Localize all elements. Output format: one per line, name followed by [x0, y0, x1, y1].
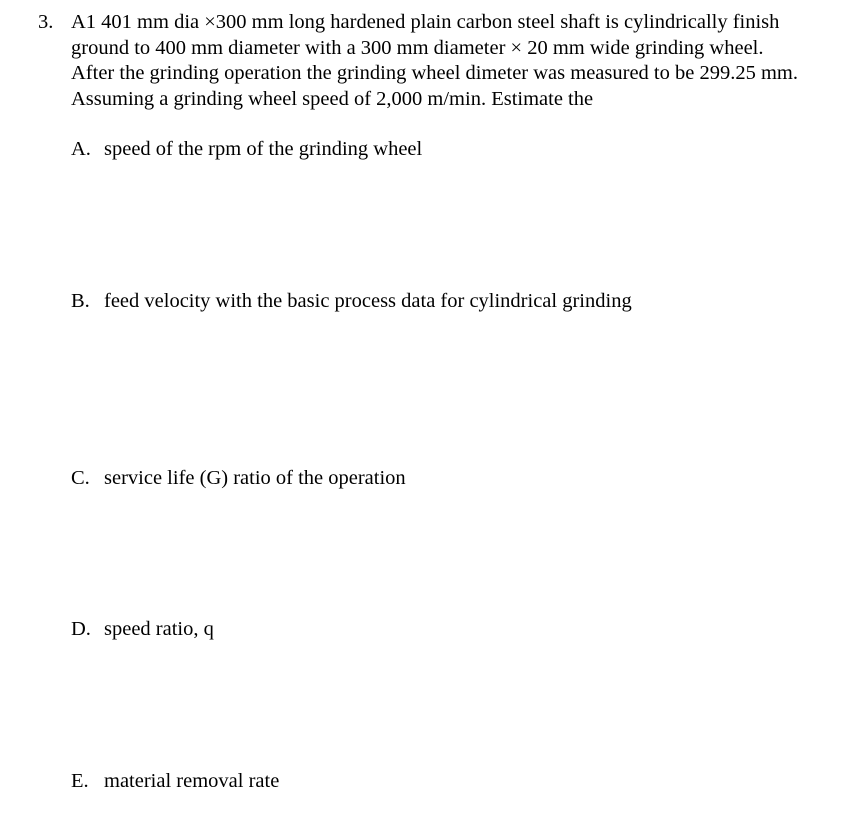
statement-line: A1 401 mm dia ×300 mm long hardened plain carbon steel shaft is cylindrically finish	[71, 11, 780, 33]
part-text: speed ratio, q	[104, 618, 214, 640]
part-letter: B.	[71, 290, 90, 312]
statement-line: Assuming a grinding wheel speed of 2,000 m/min. Estimate the	[71, 87, 594, 110]
part-letter: C.	[71, 467, 90, 489]
part-text: feed velocity with the basic process data for cylindrical grinding	[104, 290, 632, 312]
statement-line: After the grinding operation the grinding wheel dimeter was measured to be 299.25 mm.	[71, 62, 798, 84]
statement-line: ground to 400 mm diameter with a 300 mm diameter × 20 mm wide grinding wheel.	[71, 36, 764, 59]
part-d	[71, 617, 214, 643]
question-statement	[71, 10, 861, 112]
part-c	[71, 466, 406, 492]
part-letter: D.	[71, 618, 91, 640]
part-text: material removal rate	[104, 770, 280, 792]
question-number: 3.	[38, 11, 54, 33]
part-text: service life (G) ratio of the operation	[104, 467, 406, 489]
part-b	[71, 289, 632, 315]
part-letter: E.	[71, 770, 89, 792]
part-a	[71, 137, 422, 163]
part-text: speed of the rpm of the grinding wheel	[104, 138, 423, 160]
part-e	[71, 769, 279, 795]
part-letter: A.	[71, 138, 91, 160]
